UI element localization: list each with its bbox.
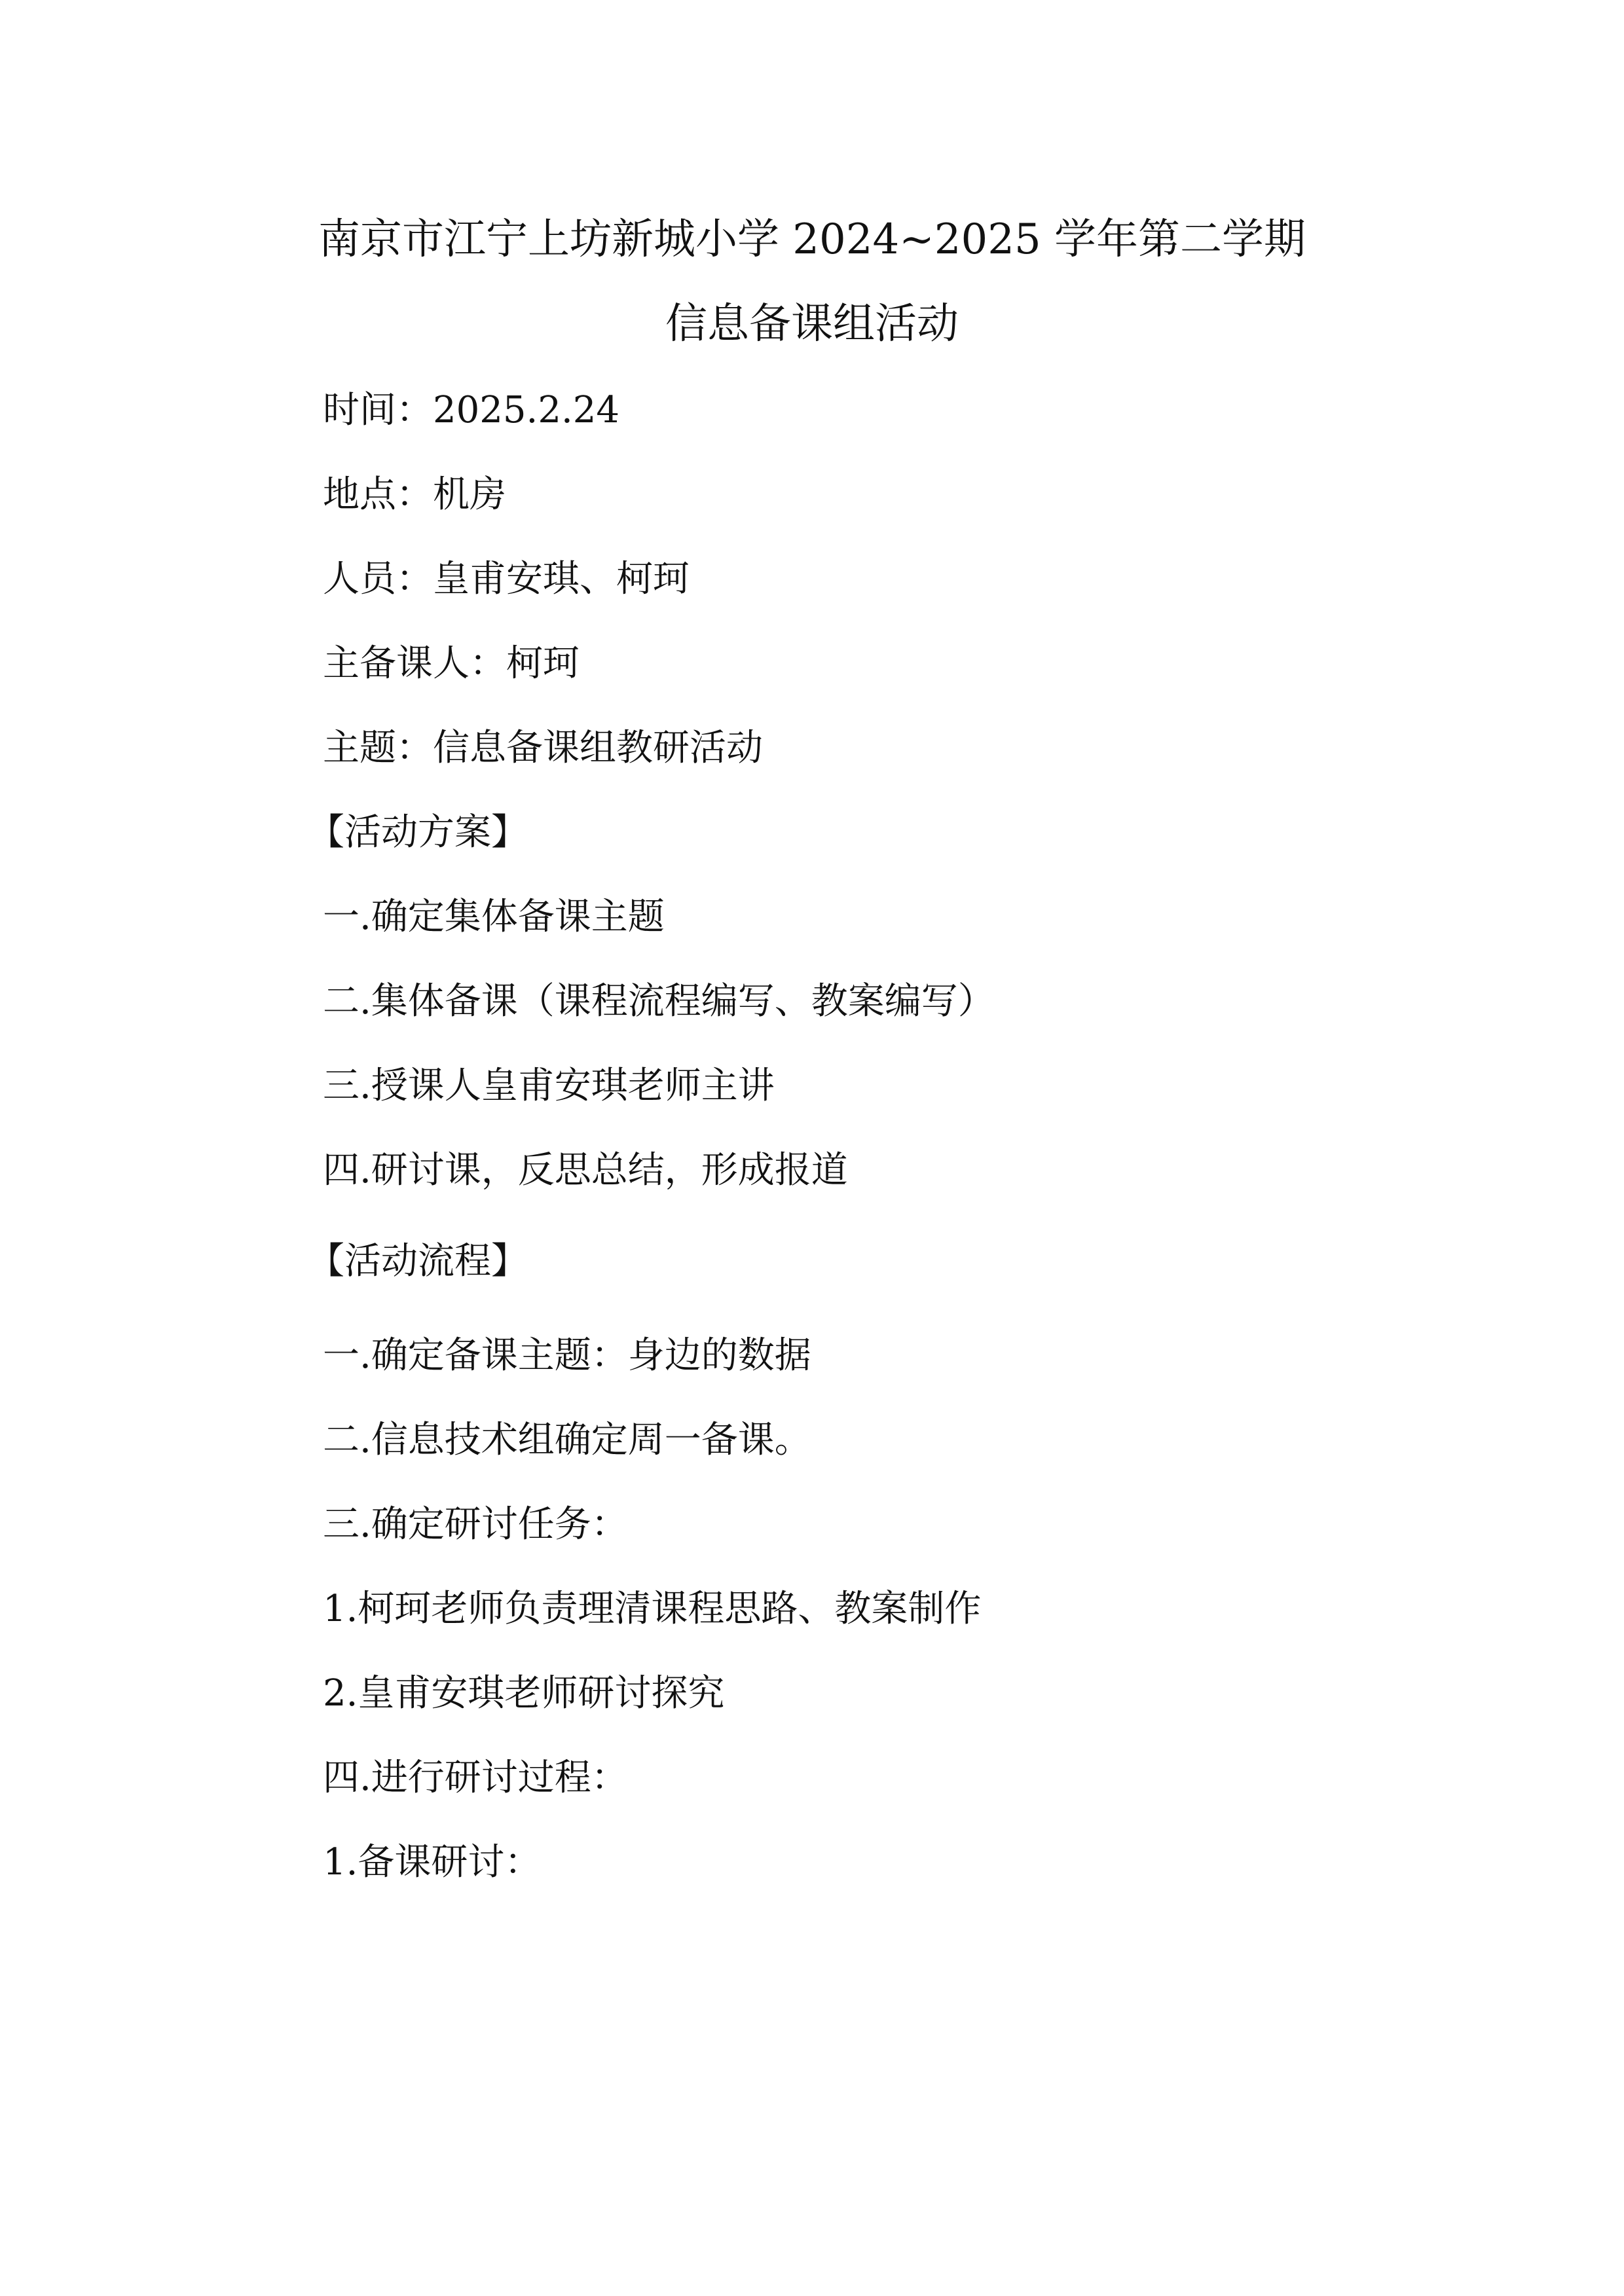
title-line-2: 信息备课组活动 <box>665 300 959 348</box>
info-place: 地点：机房 <box>323 473 506 516</box>
process-item: 三.确定研讨任务： <box>323 1503 628 1546</box>
process-item: 1.柯珂老师负责理清课程思路、教案制作 <box>323 1588 982 1630</box>
plan-item: 二.集体备课（课程流程编写、教案编写） <box>323 980 995 1023</box>
process-item: 1.备课研讨： <box>323 1841 542 1884</box>
info-people: 人员：皇甫安琪、柯珂 <box>323 558 690 600</box>
process-item: 一.确定备课主题：身边的数据 <box>323 1334 811 1377</box>
plan-heading: 【活动方案】 <box>308 811 528 854</box>
plan-item: 四.研讨课，反思总结，形成报道 <box>323 1149 848 1192</box>
process-item: 四.进行研讨过程： <box>323 1757 628 1799</box>
info-topic: 主题：信息备课组教研活动 <box>323 727 763 769</box>
process-item: 2.皇甫安琪老师研讨探究 <box>323 1672 725 1715</box>
plan-item: 三.授课人皇甫安琪老师主讲 <box>323 1065 775 1107</box>
plan-item: 一.确定集体备课主题 <box>323 896 665 938</box>
info-time: 时间：2025.2.24 <box>323 389 620 431</box>
process-item: 二.信息技术组确定周一备课。 <box>323 1419 811 1461</box>
title-line-1: 南京市江宁上坊新城小学 2024~2025 学年第二学期 <box>318 215 1306 264</box>
info-lead: 主备课人：柯珂 <box>323 642 580 685</box>
process-heading: 【活动流程】 <box>308 1240 528 1283</box>
